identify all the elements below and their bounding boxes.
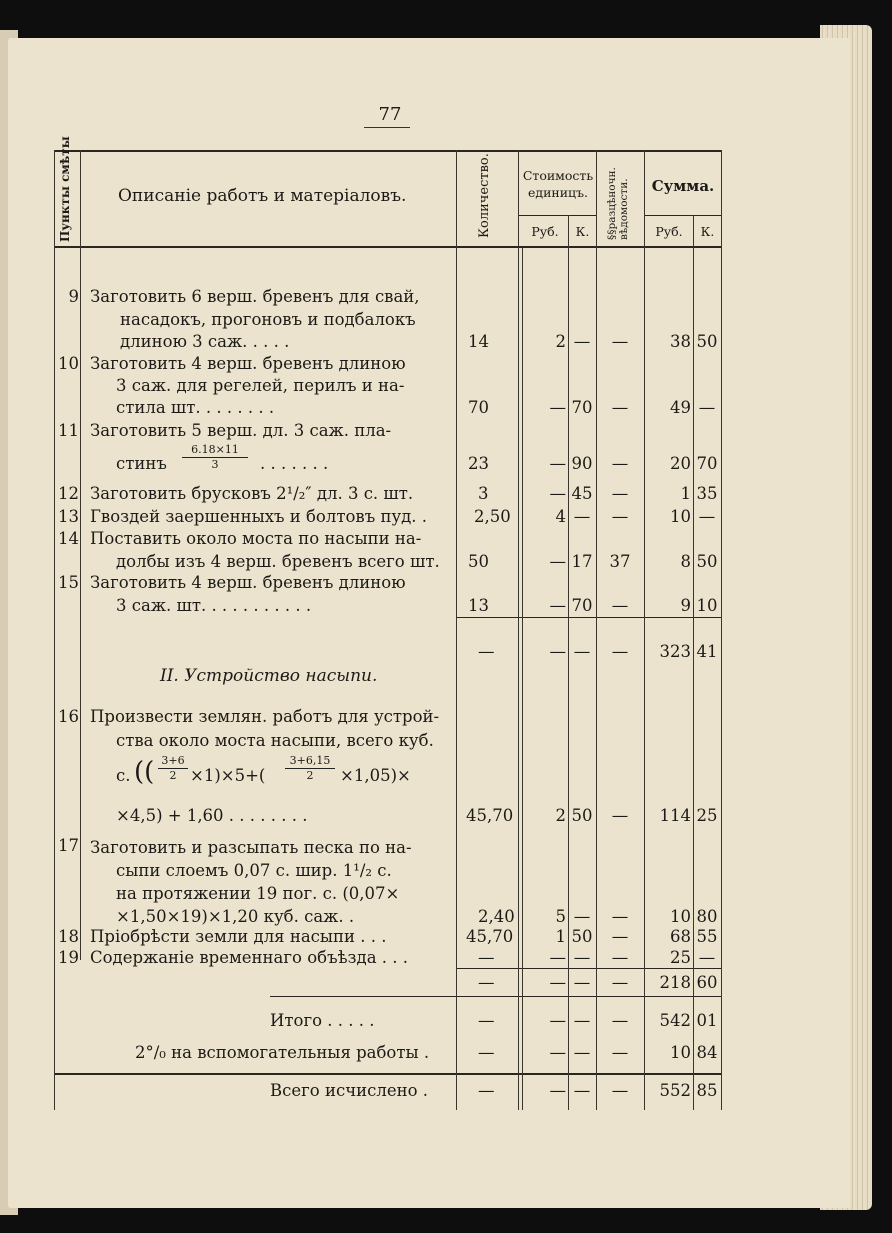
ref: — [611, 927, 629, 946]
sum-rub: 10 [670, 507, 691, 526]
sum-rub: 49 [670, 398, 691, 417]
unit-kop: 50 [571, 806, 593, 825]
col-rule [80, 150, 81, 960]
header-sum: Сумма. [651, 177, 715, 195]
row-desc-line: стила шт. . . . . . . . [116, 398, 275, 417]
row-desc-line: 3 саж. шт. . . . . . . . . . . [116, 596, 312, 615]
ref: — [611, 596, 629, 615]
sum-kop: 25 [696, 806, 718, 825]
row-desc-line: ×1,50×19)×1,20 куб. саж. . [116, 907, 355, 926]
row-desc-line: длиною 3 саж. . . . . [120, 332, 290, 351]
itogo-ref: — [611, 1011, 629, 1030]
row-desc-line: на протяжении 19 пог. с. (0,07× [116, 884, 400, 903]
header-unit-cost: Стоимость единицъ. [522, 168, 594, 200]
row-desc-line: Произвести землян. работъ для устрой- [90, 707, 440, 726]
sum-rub: 10 [670, 907, 691, 926]
itogo-label: Итого . . . . . [270, 1011, 375, 1030]
sum-rub: 9 [680, 596, 691, 615]
itogo-unit-rub: — [549, 1011, 566, 1030]
row-desc-line: 3 саж. для регелей, перилъ и на- [116, 376, 405, 395]
unit-rub: — [549, 948, 566, 967]
header-sum-kop: К. [700, 224, 715, 239]
row-desc-line: . . . . . . . [260, 454, 329, 473]
sum-rub: 1 [680, 484, 691, 503]
ref: — [611, 507, 629, 526]
unit-rub: 2 [555, 332, 566, 351]
unit-rub: — [549, 596, 566, 615]
header-description: Описаніе работъ и матеріаловъ. [118, 186, 407, 206]
row-desc-line: Поставить около моста по насыпи на- [90, 529, 422, 548]
ref: — [611, 484, 629, 503]
subtotal-sum-rub: 323 [659, 642, 691, 661]
subtotal-sum-kop: 60 [696, 973, 718, 992]
sum-kop: — [698, 507, 716, 526]
sum-kop: 80 [696, 907, 718, 926]
itogo-sum-kop: 01 [696, 1011, 718, 1030]
sum-kop: — [698, 398, 716, 417]
header-unit-rub: Руб. [531, 224, 559, 239]
sum-kop: 50 [696, 332, 718, 351]
qty: 45,70 [466, 806, 514, 825]
aux-sum-rub: 10 [670, 1043, 691, 1062]
subtotal-qty: — [478, 973, 495, 992]
row-desc-line: Содержаніе временнаго объѣзда . . . [90, 948, 408, 967]
qty: — [478, 948, 495, 967]
total-sum-kop: 85 [696, 1081, 718, 1100]
aux-unit-rub: — [549, 1043, 566, 1062]
row-number: 11 [58, 421, 79, 440]
subtotal-unit-rub: — [549, 642, 566, 661]
qty: 13 [468, 596, 489, 615]
unit-kop: — [573, 948, 591, 967]
table-top-rule [54, 150, 722, 152]
fraction-numerator: 3+6 [161, 754, 185, 767]
unit-rub: — [549, 454, 566, 473]
row-desc-line: сыпи слоемъ 0,07 с. шир. 1¹/₂ с. [116, 861, 392, 880]
sum-rub: 8 [680, 552, 691, 571]
header-ref: §§разцѣночн. вѣдомости. [606, 167, 630, 240]
unit-rub: 5 [555, 907, 566, 926]
row-desc-line: Заготовить 4 верш. бревенъ длиною [90, 354, 406, 373]
unit-kop: 70 [571, 596, 593, 615]
subtotal-ref: — [611, 973, 629, 992]
fraction-denominator: 3 [211, 458, 219, 471]
sum-kop: 55 [696, 927, 718, 946]
aux-unit-kop: — [573, 1043, 591, 1062]
sum-kop: — [698, 948, 716, 967]
ref: — [611, 398, 629, 417]
qty: 3 [478, 484, 489, 503]
subtotal-unit-kop: — [573, 642, 591, 661]
qty: 23 [468, 454, 489, 473]
unit-kop: — [573, 332, 591, 351]
subtotal-ref: — [611, 642, 629, 661]
header-quantity: Количество. [477, 153, 492, 238]
subtotal-unit-kop: — [573, 973, 591, 992]
row-desc-line: ×1,05)× [340, 766, 411, 785]
page-number: 77 [378, 104, 402, 125]
aux-ref: — [611, 1043, 629, 1062]
fraction-denominator: 2 [306, 769, 314, 782]
ref: — [611, 332, 629, 351]
row-number: 17 [58, 836, 79, 855]
itogo-rule [270, 996, 722, 997]
ref: — [611, 907, 629, 926]
header-bottom-rule [54, 246, 722, 248]
itogo-qty: — [478, 1011, 495, 1030]
subtotal-unit-rub: — [549, 973, 566, 992]
section-title: II. Устройство насыпи. [160, 666, 378, 686]
unit-rub: — [549, 552, 566, 571]
row-number: 18 [58, 927, 79, 946]
subtotal2-rule [456, 968, 722, 969]
row-desc-line: насадокъ, прогоновъ и подбалокъ [120, 310, 416, 329]
qty: 70 [468, 398, 489, 417]
fraction [182, 444, 248, 471]
row-number: 15 [58, 573, 79, 592]
fraction-denominator: 2 [169, 769, 177, 782]
qty: 14 [468, 332, 489, 351]
sum-kop: 35 [696, 484, 718, 503]
subtotal1-rule [456, 617, 722, 618]
unit-rub: 4 [555, 507, 566, 526]
sum-rub: 68 [670, 927, 691, 946]
unit-kop: — [573, 907, 591, 926]
aux-label: 2°/₀ на вспомогательныя работы . [135, 1043, 430, 1062]
row-desc-line: ×1)×5+( [190, 766, 266, 785]
sum-rub: 20 [670, 454, 691, 473]
total-ref: — [611, 1081, 629, 1100]
row-desc-line: ства около моста насыпи, всего куб. [116, 731, 434, 750]
fraction [158, 755, 188, 782]
unit-kop: 45 [571, 484, 593, 503]
row-number: 9 [68, 287, 79, 306]
col-rule [721, 150, 722, 1110]
row-desc-line: с. [116, 766, 131, 785]
fraction [285, 755, 335, 782]
unit-rub: — [549, 398, 566, 417]
subtotal-sum-rub: 218 [659, 973, 691, 992]
ref: 37 [609, 552, 631, 571]
qty: 2,50 [474, 507, 511, 526]
row-desc-line: Заготовить 6 верш. бревенъ для свай, [90, 287, 420, 306]
page-number-rule [364, 127, 410, 128]
unit-kop: 17 [571, 552, 593, 571]
row-number: 10 [58, 354, 79, 373]
qty: 50 [468, 552, 489, 571]
subtotal-sum-kop: 41 [696, 642, 718, 661]
qty: 2,40 [478, 907, 515, 926]
fraction-numerator: 6.18×11 [191, 443, 239, 456]
row-desc-line: Заготовить 4 верш. бревенъ длиною [90, 573, 406, 592]
ref: — [611, 454, 629, 473]
total-rule [54, 1073, 722, 1075]
unit-kop: 90 [571, 454, 593, 473]
unit-rub: — [549, 484, 566, 503]
subtotal-qty: — [478, 642, 495, 661]
header-unit-kop: К. [575, 224, 590, 239]
header-sum-rub: Руб. [655, 224, 683, 239]
row-desc-line: Заготовить 5 верш. дл. 3 саж. пла- [90, 421, 392, 440]
ref: — [611, 806, 629, 825]
sum-kop: 50 [696, 552, 718, 571]
col-rule [456, 150, 457, 1110]
aux-sum-kop: 84 [696, 1043, 718, 1062]
unit-sub-rule [518, 215, 596, 216]
row-number: 12 [58, 484, 79, 503]
total-unit-rub: — [549, 1081, 566, 1100]
total-qty: — [478, 1081, 495, 1100]
unit-rub: 1 [555, 927, 566, 946]
col-rule [518, 150, 519, 1110]
row-desc-line: Гвоздей заершенныхъ и болтовъ пуд. . [90, 507, 428, 526]
total-sum-rub: 552 [659, 1081, 691, 1100]
total-unit-kop: — [573, 1081, 591, 1100]
row-number: 19 [58, 948, 79, 967]
qty: 45,70 [466, 927, 514, 946]
unit-rub: 2 [555, 806, 566, 825]
ref: — [611, 948, 629, 967]
header-points: Пункты смѣты [58, 136, 72, 242]
unit-kop: — [573, 507, 591, 526]
sum-rub: 114 [659, 806, 691, 825]
row-number: 16 [58, 707, 79, 726]
itogo-sum-rub: 542 [659, 1011, 691, 1030]
page [8, 38, 850, 1208]
row-desc-line: стинъ [116, 454, 167, 473]
paren: (( [134, 757, 155, 787]
fraction-numerator: 3+6,15 [289, 754, 331, 767]
row-number: 13 [58, 507, 79, 526]
total-label: Всего исчислено . [270, 1081, 429, 1100]
row-desc-line: Заготовить брусковъ 2¹/₂″ дл. 3 с. шт. [90, 484, 414, 503]
row-desc-line: ×4,5) + 1,60 . . . . . . . . [116, 806, 308, 825]
unit-kop: 70 [571, 398, 593, 417]
row-number: 14 [58, 529, 79, 548]
itogo-unit-kop: — [573, 1011, 591, 1030]
row-desc-line: Пріобрѣсти земли для насыпи . . . [90, 927, 387, 946]
unit-kop: 50 [571, 927, 593, 946]
aux-qty: — [478, 1043, 495, 1062]
sum-sub-rule [644, 215, 722, 216]
row-desc-line: Заготовить и разсыпать песка по на- [90, 838, 412, 857]
sum-rub: 25 [670, 948, 691, 967]
sum-kop: 10 [696, 596, 718, 615]
row-desc-line: долбы изъ 4 верш. бревенъ всего шт. [116, 552, 440, 571]
sum-rub: 38 [670, 332, 691, 351]
sum-kop: 70 [696, 454, 718, 473]
